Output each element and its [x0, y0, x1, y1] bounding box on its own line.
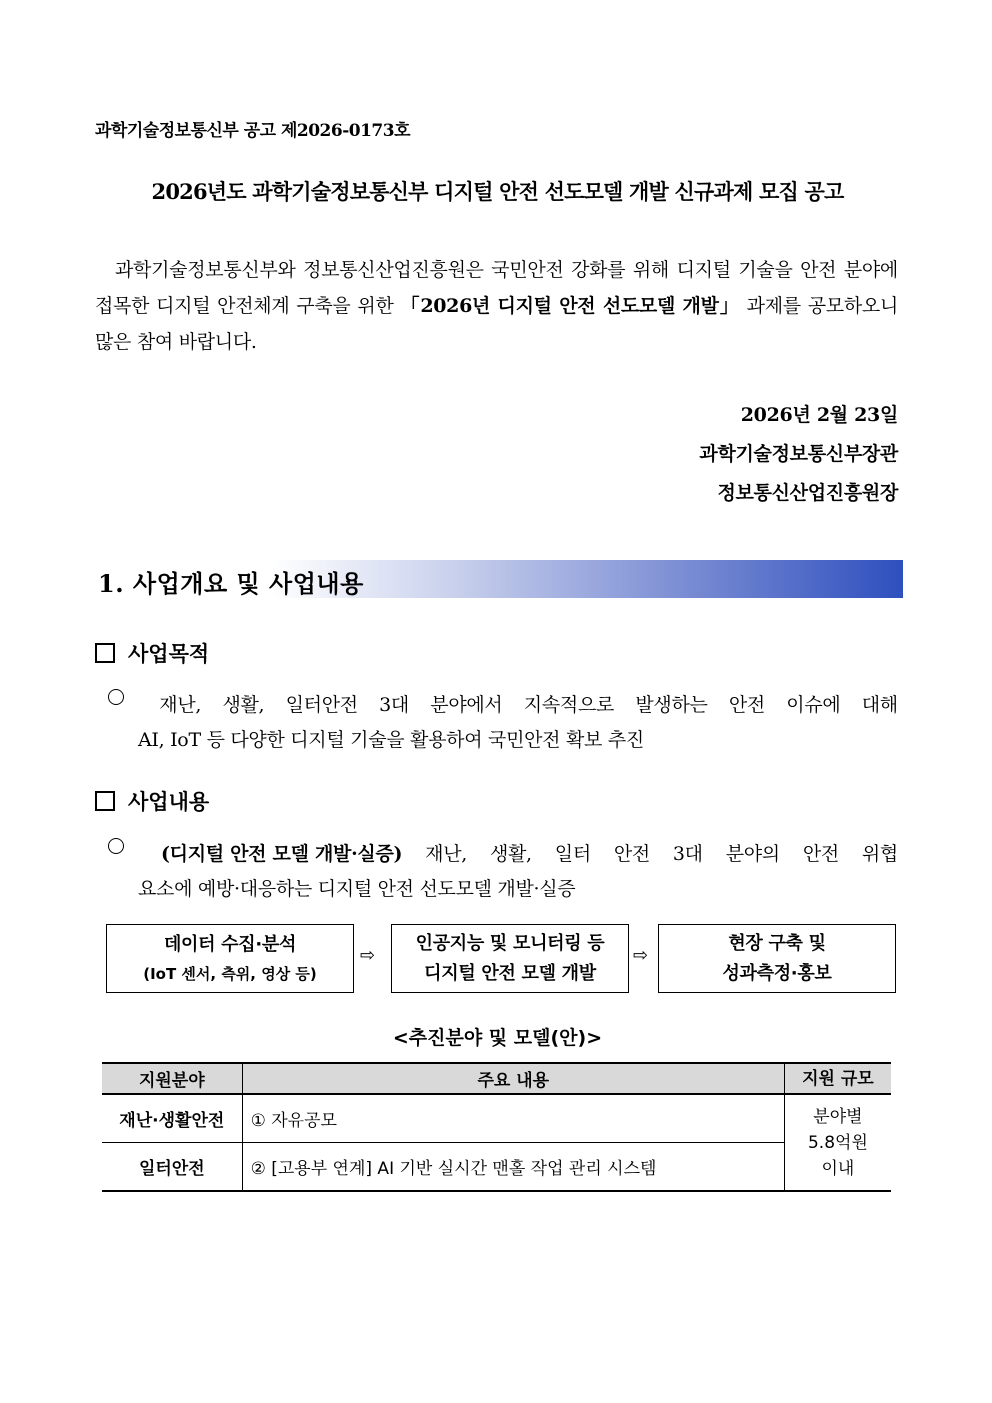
scale-line: 분야별 [813, 1106, 863, 1127]
table-row [102, 1143, 891, 1192]
purpose-heading [95, 638, 209, 668]
flow-step-1-title: 데이터 수집·분석 [163, 933, 297, 955]
content-heading [95, 786, 209, 816]
content-word: 일터 [554, 843, 591, 865]
content-word: 생활, [489, 843, 532, 865]
header-scale: 지원 규모 [784, 1063, 891, 1094]
flow-step-2-line-1: 인공지능 및 모니터링 등 [415, 932, 605, 954]
program-name: 「2026년 디지털 안전 선도모델 개발」 [400, 295, 740, 317]
row-content: ① 자유공모 [242, 1094, 784, 1143]
scale-line: 이내 [821, 1158, 855, 1179]
purpose-word: 안전 [728, 694, 765, 716]
section-header-bar [94, 560, 903, 598]
flow-step-1-subtitle: (IoT 센서, 측위, 영상 등) [143, 964, 317, 983]
bullet-circle-icon [108, 838, 124, 854]
flow-step-3-line-2: 성과측정·홍보 [722, 962, 832, 984]
purpose-word: 이슈에 [786, 694, 841, 716]
minister-name: 과학기술정보통신부장관 [699, 443, 898, 465]
row-content: ② [고용부 연계] AI 기반 실시간 맨홀 작업 관리 시스템 [242, 1143, 784, 1192]
row-field: 일터안전 [102, 1143, 242, 1192]
purpose-heading-text: 사업목적 [128, 641, 210, 666]
table-caption: <추진분야 및 모델(안)> [392, 1027, 603, 1049]
header-content: 주요 내용 [242, 1063, 784, 1094]
flow-step-model-development [391, 924, 629, 993]
content-word: 3대 [672, 843, 703, 865]
table-header-row [102, 1063, 891, 1094]
model-table [102, 1062, 891, 1192]
intro-paragraph [95, 252, 898, 360]
content-heading-text: 사업내용 [128, 789, 210, 814]
content-word: 안전 [613, 843, 650, 865]
content-word: 위협 [861, 843, 898, 865]
scale-amount: 5.8억원 [807, 1132, 868, 1153]
document-title: 2026년도 과학기술정보통신부 디지털 안전 선도모델 개발 신규과제 모집 공고 [151, 179, 844, 204]
signature-block [699, 396, 898, 513]
notice-number: 과학기술정보통신부 공고 제2026-0173호 [95, 121, 411, 141]
agency-name: 정보통신산업진흥원장 [717, 482, 898, 504]
purpose-word: 재난, [159, 694, 202, 716]
flow-step-3-line-1: 현장 구축 및 [728, 932, 826, 954]
purpose-word: 생활, [222, 694, 265, 716]
purpose-word: 발생하는 [635, 694, 708, 716]
row-field: 재난·생활안전 [102, 1094, 242, 1143]
content-line-2: 요소에 예방·대응하는 디지털 안전 선도모델 개발·실증 [138, 878, 576, 900]
content-word: 안전 [802, 843, 839, 865]
intro-text: 과학기술정보통신부와 정보통신산업진흥원은 국민안전 강화를 위해 디지털 기술을 안전 분야에 접목한 디지털 안전체계 구축을 위한 [95, 259, 898, 317]
table-row [102, 1094, 891, 1143]
purpose-line-2: AI, IoT 등 다양한 디지털 기술을 활용하여 국민안전 확보 추진 [138, 729, 644, 751]
purpose-word: 대해 [861, 694, 898, 716]
purpose-word: 일터안전 [285, 694, 358, 716]
announcement-date: 2026년 2월 23일 [740, 404, 898, 426]
checkbox-square-icon [95, 643, 115, 663]
flow-step-data-collection [106, 924, 354, 993]
content-word: 재난, [425, 843, 467, 865]
right-arrow-icon: ⇨ [360, 945, 376, 966]
flow-step-2-line-2: 디지털 안전 모델 개발 [424, 962, 596, 984]
section-title: 1. 사업개요 및 사업내용 [98, 569, 364, 598]
support-scale-cell [784, 1094, 891, 1191]
content-word: 분야의 [725, 843, 780, 865]
purpose-paragraph [108, 688, 898, 758]
right-arrow-icon: ⇨ [633, 945, 649, 966]
intro-text-end: 과제를 공모하오니 많은 참여 바랍니다. [95, 295, 898, 353]
content-bold-label: (디지털 안전 모델 개발·실증) [160, 843, 403, 865]
purpose-word: 분야에서 [430, 694, 503, 716]
purpose-word: 3대 [379, 694, 409, 716]
flow-step-deployment [658, 924, 896, 993]
header-field: 지원분야 [102, 1063, 242, 1094]
purpose-word: 지속적으로 [523, 694, 615, 716]
bullet-circle-icon [108, 689, 124, 705]
content-paragraph [108, 837, 898, 907]
checkbox-square-icon [95, 791, 115, 811]
